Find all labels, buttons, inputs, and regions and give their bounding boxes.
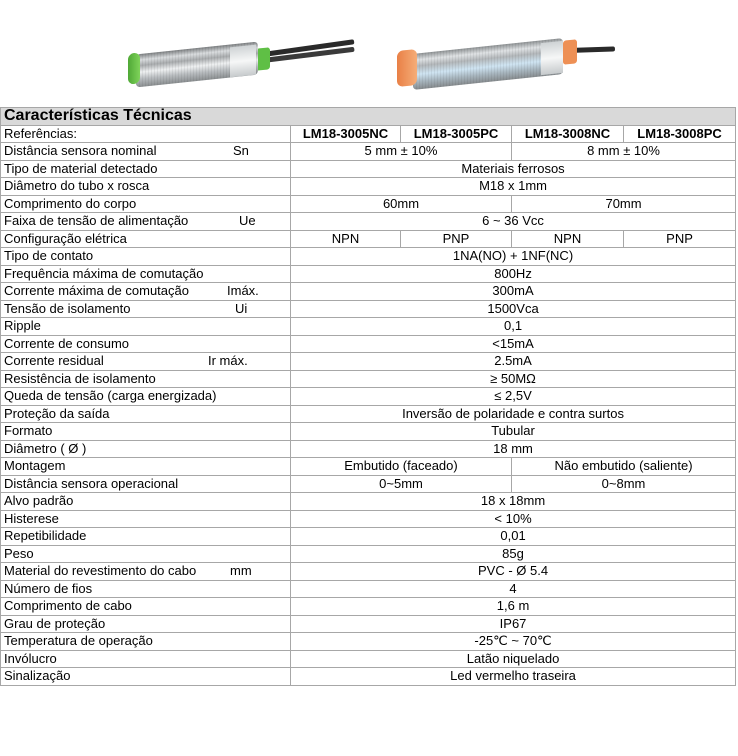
row-label: Configuração elétrica — [4, 230, 127, 246]
row-value: Latão niquelado — [291, 650, 736, 668]
row-label-cell — [1, 213, 291, 231]
table-row — [1, 143, 736, 161]
table-row — [1, 528, 736, 546]
model-header: LM18-3005PC — [401, 125, 512, 143]
row-value: 5 mm ± 10% — [291, 143, 512, 161]
row-label-cell — [1, 178, 291, 196]
row-value: PNP — [401, 230, 512, 248]
model-header: LM18-3005NC — [291, 125, 401, 143]
table-row — [1, 510, 736, 528]
row-value: 8 mm ± 10% — [512, 143, 736, 161]
row-label-cell — [1, 248, 291, 266]
table-row — [1, 423, 736, 441]
row-value: 800Hz — [291, 265, 736, 283]
row-label: Repetibilidade — [4, 528, 87, 544]
row-value: 1500Vca — [291, 300, 736, 318]
row-value: PNP — [624, 230, 736, 248]
row-label: Faixa de tensão de alimentação — [4, 213, 189, 229]
table-row — [1, 405, 736, 423]
cap-orange — [397, 49, 417, 87]
table-row — [1, 475, 736, 493]
table-row — [1, 248, 736, 266]
model-header: LM18-3008NC — [512, 125, 624, 143]
row-value: 1NA(NO) + 1NF(NC) — [291, 248, 736, 266]
row-label: Invólucro — [4, 650, 57, 666]
row-value: 60mm — [291, 195, 512, 213]
table-title: Características Técnicas — [1, 108, 736, 126]
technical-specs-table — [0, 107, 736, 686]
collar-green — [256, 47, 270, 70]
row-value: M18 x 1mm — [291, 178, 736, 196]
row-value: 70mm — [512, 195, 736, 213]
collar-orange — [563, 39, 577, 64]
row-label: Corrente máxima de comutação — [4, 283, 189, 299]
table-row — [1, 493, 736, 511]
row-label: Tensão de isolamento — [4, 300, 131, 316]
table-row — [1, 458, 736, 476]
row-label-cell — [1, 230, 291, 248]
table-row — [1, 195, 736, 213]
row-value: 2.5mA — [291, 353, 736, 371]
row-label-cell — [1, 335, 291, 353]
row-label: Peso — [4, 545, 34, 561]
table-row — [1, 213, 736, 231]
cap-green — [128, 52, 140, 84]
row-value: NPN — [512, 230, 624, 248]
row-value: IP67 — [291, 615, 736, 633]
table-row — [1, 353, 736, 371]
table-row — [1, 563, 736, 581]
row-label-cell — [1, 318, 291, 336]
row-symbol: Ui — [235, 300, 248, 316]
table-row — [1, 178, 736, 196]
row-value: <15mA — [291, 335, 736, 353]
row-value: Led vermelho traseira — [291, 668, 736, 686]
row-label: Número de fios — [4, 580, 93, 596]
row-label: Material do revestimento do cabo — [4, 563, 197, 579]
row-label: Corrente residual — [4, 353, 104, 369]
row-label-cell — [1, 300, 291, 318]
row-value: Materiais ferrosos — [291, 160, 736, 178]
product-images — [0, 0, 738, 106]
row-value: ≤ 2,5V — [291, 388, 736, 406]
row-value: PVC - Ø 5.4 — [291, 563, 736, 581]
table-row — [1, 283, 736, 301]
row-label: Resistência de isolamento — [4, 370, 156, 386]
table-row — [1, 160, 736, 178]
row-label-cell — [1, 160, 291, 178]
row-label: Tipo de material detectado — [4, 160, 158, 176]
row-symbol: Sn — [233, 143, 249, 158]
table-row — [1, 650, 736, 668]
row-label-cell — [1, 510, 291, 528]
row-label: Distância sensora operacional — [4, 475, 179, 491]
row-value: 18 mm — [291, 440, 736, 458]
row-value: Tubular — [291, 423, 736, 441]
row-symbol: mm — [230, 563, 252, 578]
row-label-cell — [1, 493, 291, 511]
row-label: Diâmetro do tubo x rosca — [4, 178, 150, 194]
table-row — [1, 300, 736, 318]
row-label-cell — [1, 388, 291, 406]
row-value: 18 x 18mm — [291, 493, 736, 511]
row-label-cell — [1, 143, 291, 161]
row-label: Queda de tensão (carga energizada) — [4, 388, 217, 404]
row-label: Sinalização — [4, 668, 71, 684]
table-row — [1, 230, 736, 248]
table-row — [1, 370, 736, 388]
references-label: Referências: — [1, 125, 291, 143]
table-row — [1, 598, 736, 616]
row-label: Ripple — [4, 318, 41, 334]
row-label-cell — [1, 615, 291, 633]
row-label: Alvo padrão — [4, 493, 74, 509]
table-title-row — [1, 108, 736, 126]
row-value: -25℃ ~ 70℃ — [291, 633, 736, 651]
row-label-cell — [1, 370, 291, 388]
row-value: 1,6 m — [291, 598, 736, 616]
row-value: NPN — [291, 230, 401, 248]
row-value: Não embutido (saliente) — [512, 458, 736, 476]
row-label: Corrente de consumo — [4, 335, 130, 351]
table-row — [1, 265, 736, 283]
row-symbol: Ir máx. — [208, 353, 248, 368]
row-symbol: Imáx. — [227, 283, 259, 298]
row-label: Frequência máxima de comutação — [4, 265, 204, 281]
row-label: Comprimento de cabo — [4, 598, 132, 614]
row-label-cell — [1, 195, 291, 213]
row-value: ≥ 50MΩ — [291, 370, 736, 388]
sensor-image-green — [128, 40, 328, 90]
row-label-cell — [1, 650, 291, 668]
row-symbol: Ue — [239, 213, 256, 228]
row-label-cell — [1, 580, 291, 598]
row-label-cell — [1, 405, 291, 423]
row-label-cell — [1, 563, 291, 581]
row-label: Distância sensora nominal — [4, 143, 157, 159]
row-value: 0,1 — [291, 318, 736, 336]
row-value: Embutido (faceado) — [291, 458, 512, 476]
row-value: 85g — [291, 545, 736, 563]
row-label: Grau de proteção — [4, 615, 106, 631]
row-value: 0,01 — [291, 528, 736, 546]
row-value: 4 — [291, 580, 736, 598]
row-label-cell — [1, 475, 291, 493]
row-label-cell — [1, 283, 291, 301]
table-row — [1, 388, 736, 406]
row-label-cell — [1, 265, 291, 283]
row-value: 0~5mm — [291, 475, 512, 493]
row-label-cell — [1, 353, 291, 371]
table-row — [1, 440, 736, 458]
row-label-cell — [1, 458, 291, 476]
row-value: 0~8mm — [512, 475, 736, 493]
row-label: Montagem — [4, 458, 66, 474]
row-label-cell — [1, 528, 291, 546]
row-value: Inversão de polaridade e contra surtos — [291, 405, 736, 423]
row-label: Comprimento do corpo — [4, 195, 137, 211]
table-row — [1, 615, 736, 633]
sensor-image-orange — [395, 30, 615, 90]
table-row — [1, 318, 736, 336]
row-value: < 10% — [291, 510, 736, 528]
row-label-cell — [1, 598, 291, 616]
table-row — [1, 668, 736, 686]
row-label-cell — [1, 633, 291, 651]
model-header: LM18-3008PC — [624, 125, 736, 143]
table-row — [1, 580, 736, 598]
row-value: 300mA — [291, 283, 736, 301]
table-row — [1, 545, 736, 563]
table-row — [1, 335, 736, 353]
row-label: Formato — [4, 423, 53, 439]
table-row — [1, 633, 736, 651]
references-row — [1, 125, 736, 143]
row-label: Histerese — [4, 510, 59, 526]
row-label: Proteção da saída — [4, 405, 110, 421]
row-label-cell — [1, 423, 291, 441]
row-value: 6 ~ 36 Vcc — [291, 213, 736, 231]
row-label: Temperatura de operação — [4, 633, 153, 649]
row-label-cell — [1, 668, 291, 686]
row-label: Tipo de contato — [4, 248, 94, 264]
row-label-cell — [1, 545, 291, 563]
row-label-cell — [1, 440, 291, 458]
row-label: Diâmetro ( Ø ) — [4, 440, 87, 456]
